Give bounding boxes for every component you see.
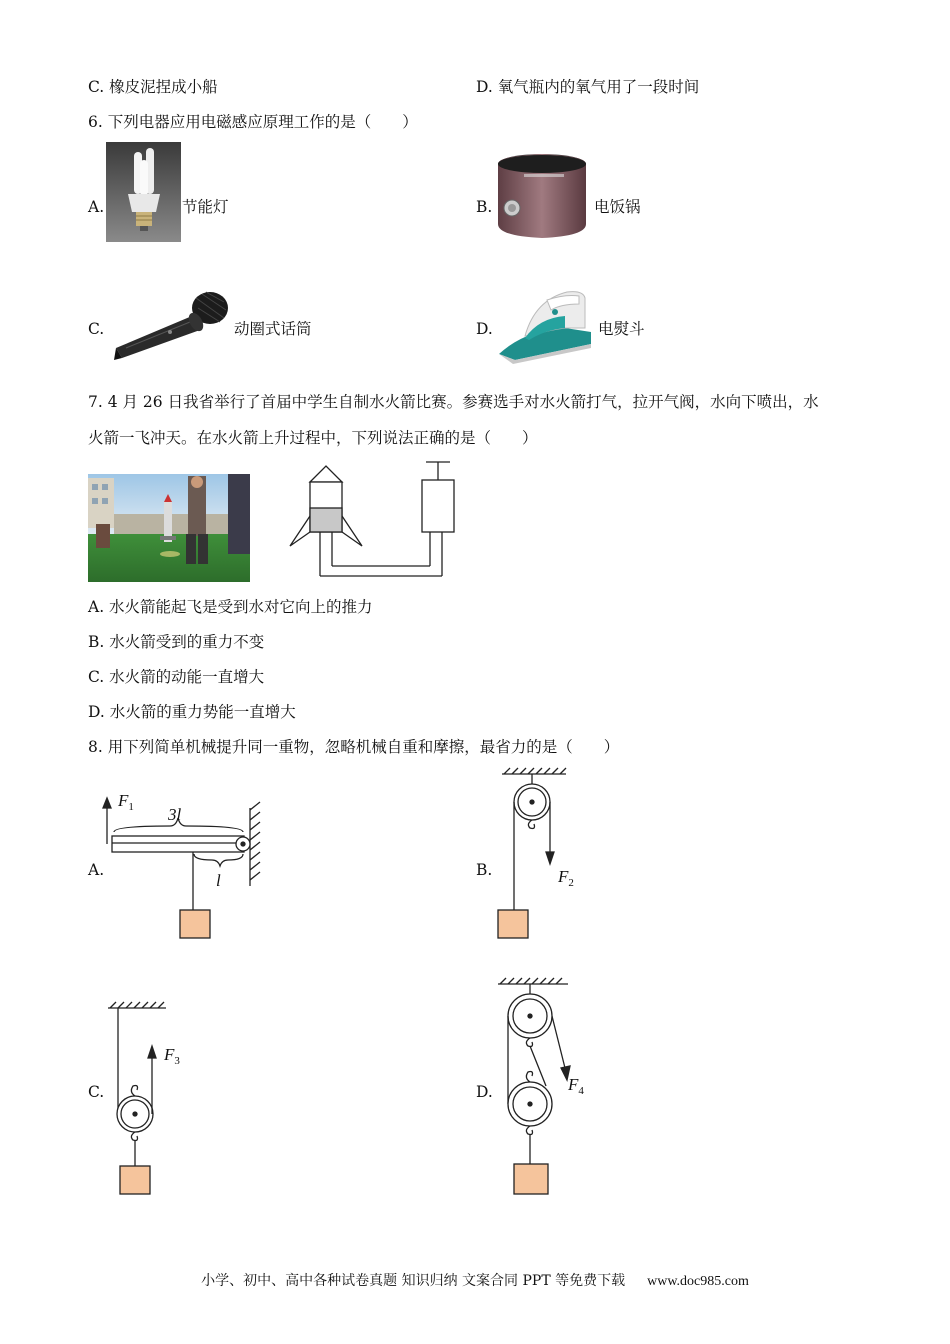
lever-short-arm-label: l — [216, 871, 221, 890]
fixed-pulley-force-label: $F_2$ — [558, 867, 574, 889]
q5-option-c: C. 橡皮泥捏成小船 — [88, 78, 218, 96]
q6-option-c-letter: C. — [88, 320, 105, 338]
q8-option-b-letter: B. — [476, 861, 493, 879]
lever-long-arm-label: 3l — [168, 805, 182, 824]
movable-pulley-force-label: $F_3$ — [164, 1045, 180, 1067]
q8-option-c-letter: C. — [88, 1083, 105, 1101]
q5-option-d: D. 氧气瓶内的氧气用了一段时间 — [476, 78, 700, 96]
q7-option-d: D. 水火箭的重力势能一直增大 — [88, 703, 296, 721]
q6-option-c-label: 动圈式话筒 — [234, 320, 312, 338]
q6-option-d-label: 电熨斗 — [598, 320, 645, 338]
lever-diagram — [100, 780, 270, 942]
pulley-block-diagram — [494, 976, 614, 1198]
lever-force-label: $F_1$ — [118, 791, 134, 813]
q6-stem: 6. 下列电器应用电磁感应原理工作的是（ ） — [88, 113, 418, 131]
pulley-block-force-label: $F_4$ — [568, 1075, 584, 1097]
electric-iron-icon — [495, 282, 597, 366]
footer-url[interactable]: www.doc985.com — [647, 1274, 749, 1289]
movable-pulley-diagram — [100, 1000, 200, 1196]
energy-saving-lamp-icon — [106, 142, 181, 242]
q7-stem-line2: 火箭一飞冲天。在水火箭上升过程中，下列说法正确的是（ ） — [88, 429, 538, 447]
q6-option-b-label: 电饭锅 — [594, 198, 641, 216]
page-footer — [0, 1270, 950, 1290]
q8-stem: 8. 用下列简单机械提升同一重物，忽略机械自重和摩擦，最省力的是（ ） — [88, 738, 620, 756]
q8-option-d-letter: D. — [476, 1083, 493, 1101]
water-rocket-diagram — [286, 458, 466, 582]
fixed-pulley-diagram — [490, 768, 600, 944]
q6-option-a-label: 节能灯 — [182, 198, 229, 216]
q6-option-a-letter: A. — [88, 198, 105, 216]
microphone-icon — [106, 286, 230, 362]
q6-option-b-letter: B. — [476, 198, 493, 216]
rocket-contest-photo — [88, 474, 250, 582]
q6-option-d-letter: D. — [476, 320, 493, 338]
q8-option-a-letter: A. — [88, 861, 105, 879]
q7-stem-line1: 7. 4 月 26 日我省举行了首届中学生自制水火箭比赛。参赛选手对水火箭打气，拉开气阀，水向下喷出，水 — [88, 393, 819, 411]
q7-option-a: A. 水火箭能起飞是受到水对它向上的推力 — [88, 598, 373, 616]
q7-option-b: B. 水火箭受到的重力不变 — [88, 633, 265, 651]
rice-cooker-icon — [494, 150, 590, 242]
footer-text: 小学、初中、高中各种试卷真题 知识归纳 文案合同 PPT 等免费下载 — [201, 1273, 626, 1289]
q7-option-c: C. 水火箭的动能一直增大 — [88, 668, 265, 686]
